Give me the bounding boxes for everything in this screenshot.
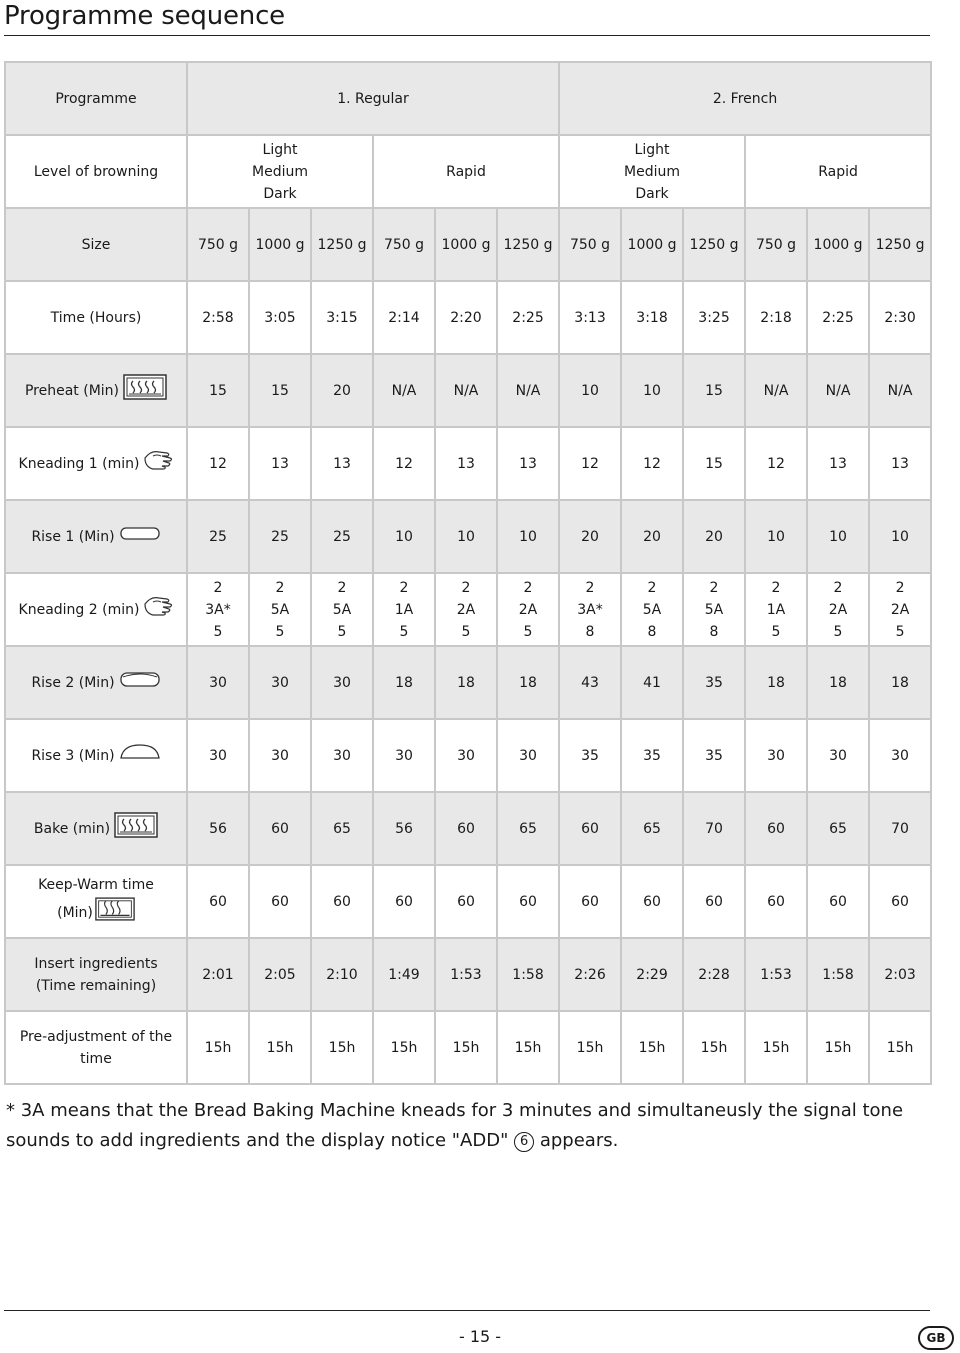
- value-cell: 3:13: [559, 281, 621, 354]
- value-cell: 12: [745, 427, 807, 500]
- programme-label: Programme: [5, 62, 187, 135]
- value-line: 2: [337, 579, 347, 596]
- value-cell: 13: [869, 427, 931, 500]
- row-label: [5, 427, 187, 500]
- value-line: 1A: [394, 601, 414, 618]
- value-cell: 10: [435, 500, 497, 573]
- row-label-content: [34, 812, 158, 845]
- value-cell: N/A: [373, 354, 435, 427]
- value-cell: 2:10: [311, 938, 373, 1011]
- value-cell: 13: [807, 427, 869, 500]
- programme-row: [5, 62, 931, 135]
- value-line: 5A: [332, 601, 352, 618]
- value-line: 5: [833, 623, 843, 640]
- row-label-content: [38, 874, 154, 929]
- value-line: 5: [213, 623, 223, 640]
- value-cell: [745, 573, 807, 646]
- value-cell: 15: [249, 354, 311, 427]
- value-cell: N/A: [807, 354, 869, 427]
- value-cell: 2:58: [187, 281, 249, 354]
- value-line: 2: [523, 579, 533, 596]
- value-line: 5A: [642, 601, 662, 618]
- preheat-icon: [123, 374, 167, 407]
- value-cell: 2:28: [683, 938, 745, 1011]
- value-cell: 18: [807, 646, 869, 719]
- size-cell: 1000 g: [249, 208, 311, 281]
- row-label-line: Insert ingredients: [34, 955, 158, 972]
- size-cell: 1250 g: [869, 208, 931, 281]
- size-cell: 750 g: [745, 208, 807, 281]
- value-cell: 15h: [497, 1011, 559, 1084]
- french-browning-levels: [559, 135, 745, 208]
- value-cell: 13: [249, 427, 311, 500]
- value-cell: 10: [869, 500, 931, 573]
- value-cell: 3:05: [249, 281, 311, 354]
- size-cell: 1000 g: [435, 208, 497, 281]
- browning-row: [5, 135, 931, 208]
- value-cell: 35: [559, 719, 621, 792]
- value-cell: 15: [683, 427, 745, 500]
- value-line: 5: [461, 623, 471, 640]
- value-cell: 13: [435, 427, 497, 500]
- row-label: [5, 938, 187, 1011]
- value-cell: [621, 573, 683, 646]
- row-label: [5, 865, 187, 938]
- value-cell: [373, 573, 435, 646]
- value-cell: 15h: [559, 1011, 621, 1084]
- value-line: 2: [709, 579, 719, 596]
- value-cell: 25: [187, 500, 249, 573]
- table-row: [5, 646, 931, 719]
- value-cell: 60: [559, 792, 621, 865]
- value-line: 2A: [828, 601, 848, 618]
- value-cell: 2:20: [435, 281, 497, 354]
- value-cell: [683, 573, 745, 646]
- value-cell: 13: [311, 427, 373, 500]
- value-cell: [869, 573, 931, 646]
- value-cell: 12: [187, 427, 249, 500]
- programme-table: [4, 61, 932, 1085]
- row-label-text: Kneading 2 (min): [18, 601, 140, 618]
- value-line: 5: [523, 623, 533, 640]
- value-cell: 30: [187, 646, 249, 719]
- row-label: [5, 573, 187, 646]
- value-cell: 35: [683, 646, 745, 719]
- value-cell: 56: [187, 792, 249, 865]
- rise3-icon: [119, 742, 161, 769]
- value-cell: 60: [621, 865, 683, 938]
- value-cell: 30: [249, 646, 311, 719]
- value-line: 3A*: [205, 601, 231, 618]
- row-label-content: [31, 523, 160, 550]
- value-cell: 60: [249, 792, 311, 865]
- value-cell: 10: [497, 500, 559, 573]
- row-label-text: Preheat (Min): [24, 382, 120, 399]
- regular-browning-levels: [187, 135, 373, 208]
- size-cell: 750 g: [559, 208, 621, 281]
- value-cell: 1:53: [745, 938, 807, 1011]
- value-cell: 70: [683, 792, 745, 865]
- value-cell: 60: [497, 865, 559, 938]
- value-line: 2: [647, 579, 657, 596]
- row-label-text: Rise 2 (Min): [31, 674, 115, 691]
- footer-divider: [4, 1310, 930, 1311]
- value-cell: 15h: [869, 1011, 931, 1084]
- value-cell: 2:25: [807, 281, 869, 354]
- value-cell: 2:14: [373, 281, 435, 354]
- value-line: 2A: [456, 601, 476, 618]
- value-cell: 15h: [187, 1011, 249, 1084]
- value-line: 5A: [270, 601, 290, 618]
- value-cell: 30: [435, 719, 497, 792]
- value-cell: 18: [435, 646, 497, 719]
- table-row: [5, 354, 931, 427]
- value-cell: 3:25: [683, 281, 745, 354]
- value-cell: 15h: [621, 1011, 683, 1084]
- value-line: 2: [213, 579, 223, 596]
- value-cell: 30: [869, 719, 931, 792]
- table-row: [5, 1011, 931, 1084]
- row-label-text: (Min): [57, 904, 93, 921]
- value-cell: 65: [311, 792, 373, 865]
- value-cell: 60: [435, 792, 497, 865]
- value-cell: 13: [497, 427, 559, 500]
- value-line: 2: [585, 579, 595, 596]
- bake-icon: [114, 812, 158, 845]
- value-cell: 60: [435, 865, 497, 938]
- browning-medium: Medium: [252, 163, 308, 180]
- value-line: 2: [399, 579, 409, 596]
- value-cell: 15h: [311, 1011, 373, 1084]
- programme-french-header: 2. French: [559, 62, 931, 135]
- value-cell: 15h: [745, 1011, 807, 1084]
- title-divider: [4, 35, 930, 36]
- size-cell: 1250 g: [497, 208, 559, 281]
- browning-dark: Dark: [263, 185, 297, 202]
- row-label-content: [31, 669, 160, 696]
- row-label-content: [6, 1026, 186, 1070]
- value-cell: 18: [497, 646, 559, 719]
- footnote: [6, 1096, 936, 1156]
- value-cell: 3:15: [311, 281, 373, 354]
- browning-dark: Dark: [635, 185, 669, 202]
- value-line: 2: [461, 579, 471, 596]
- value-line: 2: [895, 579, 905, 596]
- value-cell: 30: [497, 719, 559, 792]
- value-cell: 60: [683, 865, 745, 938]
- row-label-text: Rise 1 (Min): [31, 528, 115, 545]
- browning-label: Level of browning: [5, 135, 187, 208]
- row-label-line: [38, 896, 154, 929]
- value-line: 2: [771, 579, 781, 596]
- kneading-hand-icon: [143, 448, 173, 479]
- row-label: [5, 281, 187, 354]
- value-cell: [559, 573, 621, 646]
- row-label: [5, 354, 187, 427]
- value-cell: 60: [869, 865, 931, 938]
- page-title: Programme sequence: [4, 1, 285, 31]
- value-cell: 12: [373, 427, 435, 500]
- value-line: 3A*: [577, 601, 603, 618]
- value-cell: 30: [373, 719, 435, 792]
- size-cell: 1000 g: [807, 208, 869, 281]
- value-cell: 12: [559, 427, 621, 500]
- row-label: [5, 646, 187, 719]
- value-cell: 60: [311, 865, 373, 938]
- value-cell: 2:03: [869, 938, 931, 1011]
- value-cell: 15: [683, 354, 745, 427]
- value-cell: 30: [311, 719, 373, 792]
- row-label-text: Kneading 1 (min): [18, 455, 140, 472]
- row-label: [5, 1011, 187, 1084]
- value-cell: 10: [373, 500, 435, 573]
- page-number: - 15 -: [458, 1327, 502, 1346]
- row-label-content: [19, 594, 174, 625]
- size-cell: 750 g: [373, 208, 435, 281]
- value-line: 5A: [704, 601, 724, 618]
- value-cell: 60: [807, 865, 869, 938]
- value-line: 5: [771, 623, 781, 640]
- browning-light: Light: [262, 141, 298, 158]
- size-cell: 1250 g: [683, 208, 745, 281]
- value-cell: 2:25: [497, 281, 559, 354]
- table-row: [5, 573, 931, 646]
- row-label-lines: [38, 874, 154, 929]
- value-cell: 1:53: [435, 938, 497, 1011]
- value-cell: 35: [683, 719, 745, 792]
- value-cell: N/A: [497, 354, 559, 427]
- value-line: 2: [275, 579, 285, 596]
- value-cell: 2:05: [249, 938, 311, 1011]
- row-label-content: [19, 448, 174, 479]
- value-cell: 60: [559, 865, 621, 938]
- row-label: [5, 792, 187, 865]
- value-cell: 1:58: [807, 938, 869, 1011]
- value-cell: 30: [745, 719, 807, 792]
- value-cell: [497, 573, 559, 646]
- value-cell: 20: [683, 500, 745, 573]
- row-label-text: Bake (min): [33, 820, 111, 837]
- value-cell: 18: [373, 646, 435, 719]
- row-label-text: Time (Hours): [50, 309, 142, 326]
- value-cell: 20: [559, 500, 621, 573]
- value-cell: 60: [187, 865, 249, 938]
- value-cell: 15h: [249, 1011, 311, 1084]
- french-rapid-header: Rapid: [745, 135, 931, 208]
- size-cell: 1000 g: [621, 208, 683, 281]
- value-cell: 65: [807, 792, 869, 865]
- value-cell: 70: [869, 792, 931, 865]
- value-cell: 65: [621, 792, 683, 865]
- value-line: 2: [833, 579, 843, 596]
- circled-number-6: 6: [514, 1132, 534, 1152]
- value-line: 5: [895, 623, 905, 640]
- value-line: 8: [647, 623, 657, 640]
- regular-rapid-header: Rapid: [373, 135, 559, 208]
- value-line: 8: [709, 623, 719, 640]
- value-cell: 2:18: [745, 281, 807, 354]
- keep-warm-icon: [95, 896, 135, 929]
- table-row: [5, 427, 931, 500]
- value-cell: 10: [559, 354, 621, 427]
- value-cell: 15h: [373, 1011, 435, 1084]
- value-cell: 15h: [435, 1011, 497, 1084]
- value-line: 5: [399, 623, 409, 640]
- value-cell: N/A: [869, 354, 931, 427]
- value-cell: 41: [621, 646, 683, 719]
- value-cell: 65: [497, 792, 559, 865]
- table-row: [5, 938, 931, 1011]
- value-cell: 60: [745, 792, 807, 865]
- value-cell: [435, 573, 497, 646]
- size-cell: 1250 g: [311, 208, 373, 281]
- value-cell: 18: [745, 646, 807, 719]
- value-cell: 60: [745, 865, 807, 938]
- row-label-line: (Time remaining): [35, 977, 157, 994]
- value-cell: 20: [621, 500, 683, 573]
- value-cell: [249, 573, 311, 646]
- value-line: 8: [585, 623, 595, 640]
- value-line: 2A: [890, 601, 910, 618]
- rise2-icon: [119, 669, 161, 696]
- programme-regular-header: 1. Regular: [187, 62, 559, 135]
- row-label-content: [51, 307, 142, 329]
- footnote-text: * 3A means that the Bread Baking Machine kneads for 3 minutes and simultaneusly the signal tone sounds to add ingredients and the display notice "ADD": [6, 1100, 904, 1151]
- value-cell: 43: [559, 646, 621, 719]
- size-row: [5, 208, 931, 281]
- value-cell: [187, 573, 249, 646]
- footnote-text-end: appears.: [539, 1130, 619, 1151]
- value-line: 1A: [766, 601, 786, 618]
- value-cell: 2:29: [621, 938, 683, 1011]
- kneading-hand-icon: [143, 594, 173, 625]
- value-line: 5: [337, 623, 347, 640]
- row-label-line: Keep-Warm time: [38, 877, 154, 893]
- value-cell: 60: [249, 865, 311, 938]
- value-cell: 30: [249, 719, 311, 792]
- value-cell: 30: [807, 719, 869, 792]
- row-label-text: Rise 3 (Min): [31, 747, 115, 764]
- value-cell: 25: [249, 500, 311, 573]
- size-label: Size: [5, 208, 187, 281]
- table-row: [5, 500, 931, 573]
- value-cell: 15h: [683, 1011, 745, 1084]
- row-label-text: Pre-adjustment of the time: [19, 1028, 173, 1067]
- table-row: [5, 719, 931, 792]
- value-cell: 25: [311, 500, 373, 573]
- size-cell: 750 g: [187, 208, 249, 281]
- row-label: [5, 719, 187, 792]
- value-cell: [807, 573, 869, 646]
- language-badge: GB: [918, 1326, 954, 1350]
- value-cell: N/A: [745, 354, 807, 427]
- value-cell: 20: [311, 354, 373, 427]
- table-row: [5, 792, 931, 865]
- value-cell: 35: [621, 719, 683, 792]
- value-cell: 15h: [807, 1011, 869, 1084]
- value-cell: N/A: [435, 354, 497, 427]
- value-cell: [311, 573, 373, 646]
- value-cell: 10: [621, 354, 683, 427]
- table-row: [5, 865, 931, 938]
- rise1-icon: [119, 523, 161, 550]
- row-label-content: [34, 953, 157, 997]
- value-cell: 56: [373, 792, 435, 865]
- value-cell: 15: [187, 354, 249, 427]
- browning-light: Light: [634, 141, 670, 158]
- value-cell: 30: [187, 719, 249, 792]
- table-row: [5, 281, 931, 354]
- row-label: [5, 500, 187, 573]
- row-label-content: [31, 742, 160, 769]
- value-cell: 30: [311, 646, 373, 719]
- row-label-lines: [34, 953, 157, 997]
- value-cell: 2:01: [187, 938, 249, 1011]
- value-cell: 10: [745, 500, 807, 573]
- value-cell: 1:58: [497, 938, 559, 1011]
- value-cell: 60: [373, 865, 435, 938]
- value-cell: 12: [621, 427, 683, 500]
- value-line: 2A: [518, 601, 538, 618]
- value-line: 5: [275, 623, 285, 640]
- value-cell: 18: [869, 646, 931, 719]
- value-cell: 3:18: [621, 281, 683, 354]
- value-cell: 1:49: [373, 938, 435, 1011]
- browning-medium: Medium: [624, 163, 680, 180]
- value-cell: 2:30: [869, 281, 931, 354]
- value-cell: 10: [807, 500, 869, 573]
- row-label-content: [25, 374, 167, 407]
- value-cell: 2:26: [559, 938, 621, 1011]
